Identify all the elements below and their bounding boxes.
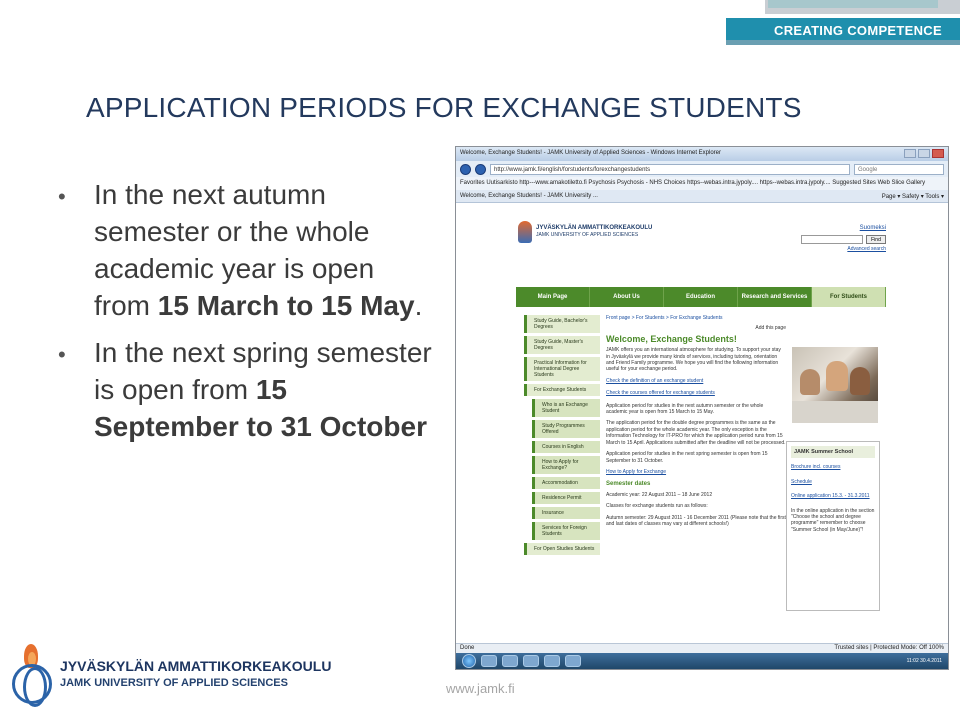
- minimize-icon[interactable]: [904, 149, 916, 158]
- spring-period-text: Application period for studies in the next spring semester is open from 15 September to 31 October.: [606, 451, 768, 464]
- content-title: Welcome, Exchange Students!: [606, 333, 737, 344]
- footer-logo-sub: JAMK UNIVERSITY OF APPLIED SCIENCES: [60, 677, 288, 689]
- site-top-nav: [516, 287, 886, 307]
- jamk-logo-icon: [518, 221, 532, 243]
- bullet-autumn: [56, 176, 436, 324]
- window-controls: [904, 149, 944, 158]
- close-icon[interactable]: [932, 149, 944, 158]
- taskbar-app-icon[interactable]: [544, 655, 560, 667]
- side-subitem[interactable]: How to Apply for Exchange?: [532, 456, 600, 474]
- status-right: Trusted sites | Protected Mode: Off 100%: [834, 645, 944, 651]
- summer-school-box: [786, 441, 880, 611]
- side-subitem[interactable]: Insurance: [532, 507, 600, 519]
- add-page-link[interactable]: Add this page: [755, 325, 786, 332]
- nav-research-services[interactable]: Research and Services: [738, 287, 812, 307]
- bullet-text: In the next spring semester is open from: [94, 337, 432, 405]
- semester-heading: Semester dates: [606, 481, 651, 488]
- bullet-dates: 15 March to 15 May: [157, 290, 415, 321]
- autumn-semester-text: Autumn semester: 29 August 2011 - 16 December 2011 (Please note that the first and last dates of classes may vary at different schools!): [606, 514, 786, 527]
- schedule-link[interactable]: Schedule: [791, 478, 812, 485]
- side-item[interactable]: For Exchange Students: [524, 384, 600, 396]
- bullet-text: In the next autumn semester or the whole academic year is open from: [94, 179, 375, 321]
- courses-link[interactable]: Check the courses offered for exchange students: [606, 390, 715, 397]
- side-nav: [524, 315, 600, 558]
- browser-title-bar: [456, 147, 948, 161]
- jamk-logo-icon: [10, 644, 54, 706]
- double-degree-text: The application period for the double degree programmes is the same as the application period for the whole academic year. The only exception is the Information Technology for IT-PRO for which the application period runs from 15 March to 15 April. Applications submitted after the deadline will not be processed.: [606, 420, 786, 446]
- brand-tagline: CREATING COMPETENCE: [726, 18, 960, 44]
- taskbar-clock: 11:02 30.4.2011: [906, 658, 942, 664]
- site-logo[interactable]: [518, 221, 652, 243]
- address-bar-row: [456, 161, 948, 177]
- browser-tab-row: [456, 190, 948, 203]
- browser-screenshot: [455, 146, 949, 670]
- classes-text: Classes for exchange students run as follows:: [606, 503, 708, 510]
- address-input[interactable]: http://www.jamk.fi/english/forstudents/forexchangestudents: [490, 164, 850, 175]
- browser-window-title: Welcome, Exchange Students! - JAMK University of Applied Sciences - Windows Internet Explorer: [460, 150, 722, 156]
- advanced-search-link[interactable]: Advanced search: [847, 246, 886, 252]
- intro-text: JAMK offers you an international atmosphere for studying. To support your stay in Jyväskylä we provide many kinds of services, including tutoring, orientation and Friend Family programme. We hope you will find the following information useful for your exchange period.: [606, 347, 781, 373]
- main-content: [606, 315, 786, 532]
- summer-school-note: In the online application in the section "Choose the school and degree programme" remember to choose "Summer School (in May/June)"!: [791, 507, 875, 533]
- taskbar-folder-icon[interactable]: [481, 655, 497, 667]
- jamk-footer-logo: [10, 644, 331, 706]
- windows-taskbar: [456, 653, 948, 669]
- nav-main-page[interactable]: Main Page: [516, 287, 590, 307]
- browser-status-bar: [456, 643, 948, 653]
- side-subitem[interactable]: Who is an Exchange Student: [532, 399, 600, 417]
- nav-about-us[interactable]: About Us: [590, 287, 664, 307]
- taskbar-ie-icon[interactable]: [502, 655, 518, 667]
- taskbar-ie-icon[interactable]: [523, 655, 539, 667]
- academic-year-text: Academic year: 22 August 2011 – 18 June 2012: [606, 491, 713, 498]
- how-to-apply-link[interactable]: How to Apply for Exchange: [606, 468, 667, 475]
- definition-link[interactable]: Check the definition of an exchange student: [606, 377, 704, 384]
- start-button-icon[interactable]: [462, 654, 476, 668]
- side-item[interactable]: For Open Studies Students: [524, 543, 600, 555]
- find-button[interactable]: Find: [866, 235, 886, 244]
- status-left: Done: [460, 645, 475, 651]
- web-page: [456, 203, 948, 655]
- side-item[interactable]: Study Guide, Bachelor's Degrees: [524, 315, 600, 333]
- bullet-list: [56, 176, 436, 455]
- bullet-dates: 15 September to 31 October: [94, 374, 427, 442]
- summer-school-title: JAMK Summer School: [791, 446, 875, 458]
- site-logo-name: JYVÄSKYLÄN AMMATTIKORKEAKOULU: [536, 225, 653, 231]
- side-subitem[interactable]: Residence Permit: [532, 492, 600, 504]
- site-logo-sub: JAMK UNIVERSITY OF APPLIED SCIENCES: [536, 232, 639, 238]
- taskbar-pdf-icon[interactable]: [565, 655, 581, 667]
- slide-title: APPLICATION PERIODS FOR EXCHANGE STUDENTS: [86, 92, 802, 123]
- browser-search-input[interactable]: Google: [854, 164, 944, 175]
- side-item[interactable]: Practical Information for International Degree Students: [524, 357, 600, 381]
- back-icon[interactable]: [460, 164, 471, 175]
- site-search: [786, 225, 886, 252]
- bullet-dot-icon: •: [58, 342, 66, 367]
- forward-icon[interactable]: [475, 164, 486, 175]
- footer-url: www.jamk.fi: [446, 681, 515, 696]
- nav-education[interactable]: Education: [664, 287, 738, 307]
- bullet-spring: [56, 334, 436, 445]
- side-subitem[interactable]: Accommodation: [532, 477, 600, 489]
- browser-tab[interactable]: Welcome, Exchange Students! - JAMK University ...: [460, 193, 598, 199]
- bullet-dot-icon: •: [58, 184, 66, 209]
- bullet-text-end: .: [414, 290, 423, 321]
- top-right-accent-stripe: [768, 0, 938, 8]
- side-subitem[interactable]: Study Programmes Offered: [532, 420, 600, 438]
- students-photo: [792, 347, 878, 423]
- side-subitem[interactable]: Courses in English: [532, 441, 600, 453]
- site-search-input[interactable]: [801, 235, 863, 244]
- online-application-link[interactable]: Online application 15.3. - 31.3.2011: [791, 493, 870, 500]
- nav-for-students[interactable]: For Students: [812, 287, 886, 307]
- brand-band-shadow: [726, 40, 960, 45]
- language-link[interactable]: Suomeksi: [859, 225, 886, 231]
- browser-tools-menu[interactable]: Page ▾ Safety ▾ Tools ▾: [881, 194, 944, 200]
- footer-logo-name: JYVÄSKYLÄN AMMATTIKORKEAKOULU: [60, 658, 332, 674]
- maximize-icon[interactable]: [918, 149, 930, 158]
- breadcrumb[interactable]: Front page > For Students > For Exchange Students: [606, 315, 723, 321]
- side-subitem[interactable]: Services for Foreign Students: [532, 522, 600, 540]
- side-item[interactable]: Study Guide, Master's Degrees: [524, 336, 600, 354]
- autumn-period-text: Application period for studies in the next autumn semester or the whole academic year is open from 15 March to 15 May.: [606, 402, 764, 416]
- brochure-link[interactable]: Brochure incl. courses: [791, 464, 841, 471]
- favorites-bar[interactable]: Favorites Uutisarkisto http---www.amakotiletto.fi Psychosis Psychosis - NHS Choices https--webas.intra.jypoly.... https--webas.intra.jypoly.... Suggested Sites Web Slice Gallery: [456, 177, 948, 190]
